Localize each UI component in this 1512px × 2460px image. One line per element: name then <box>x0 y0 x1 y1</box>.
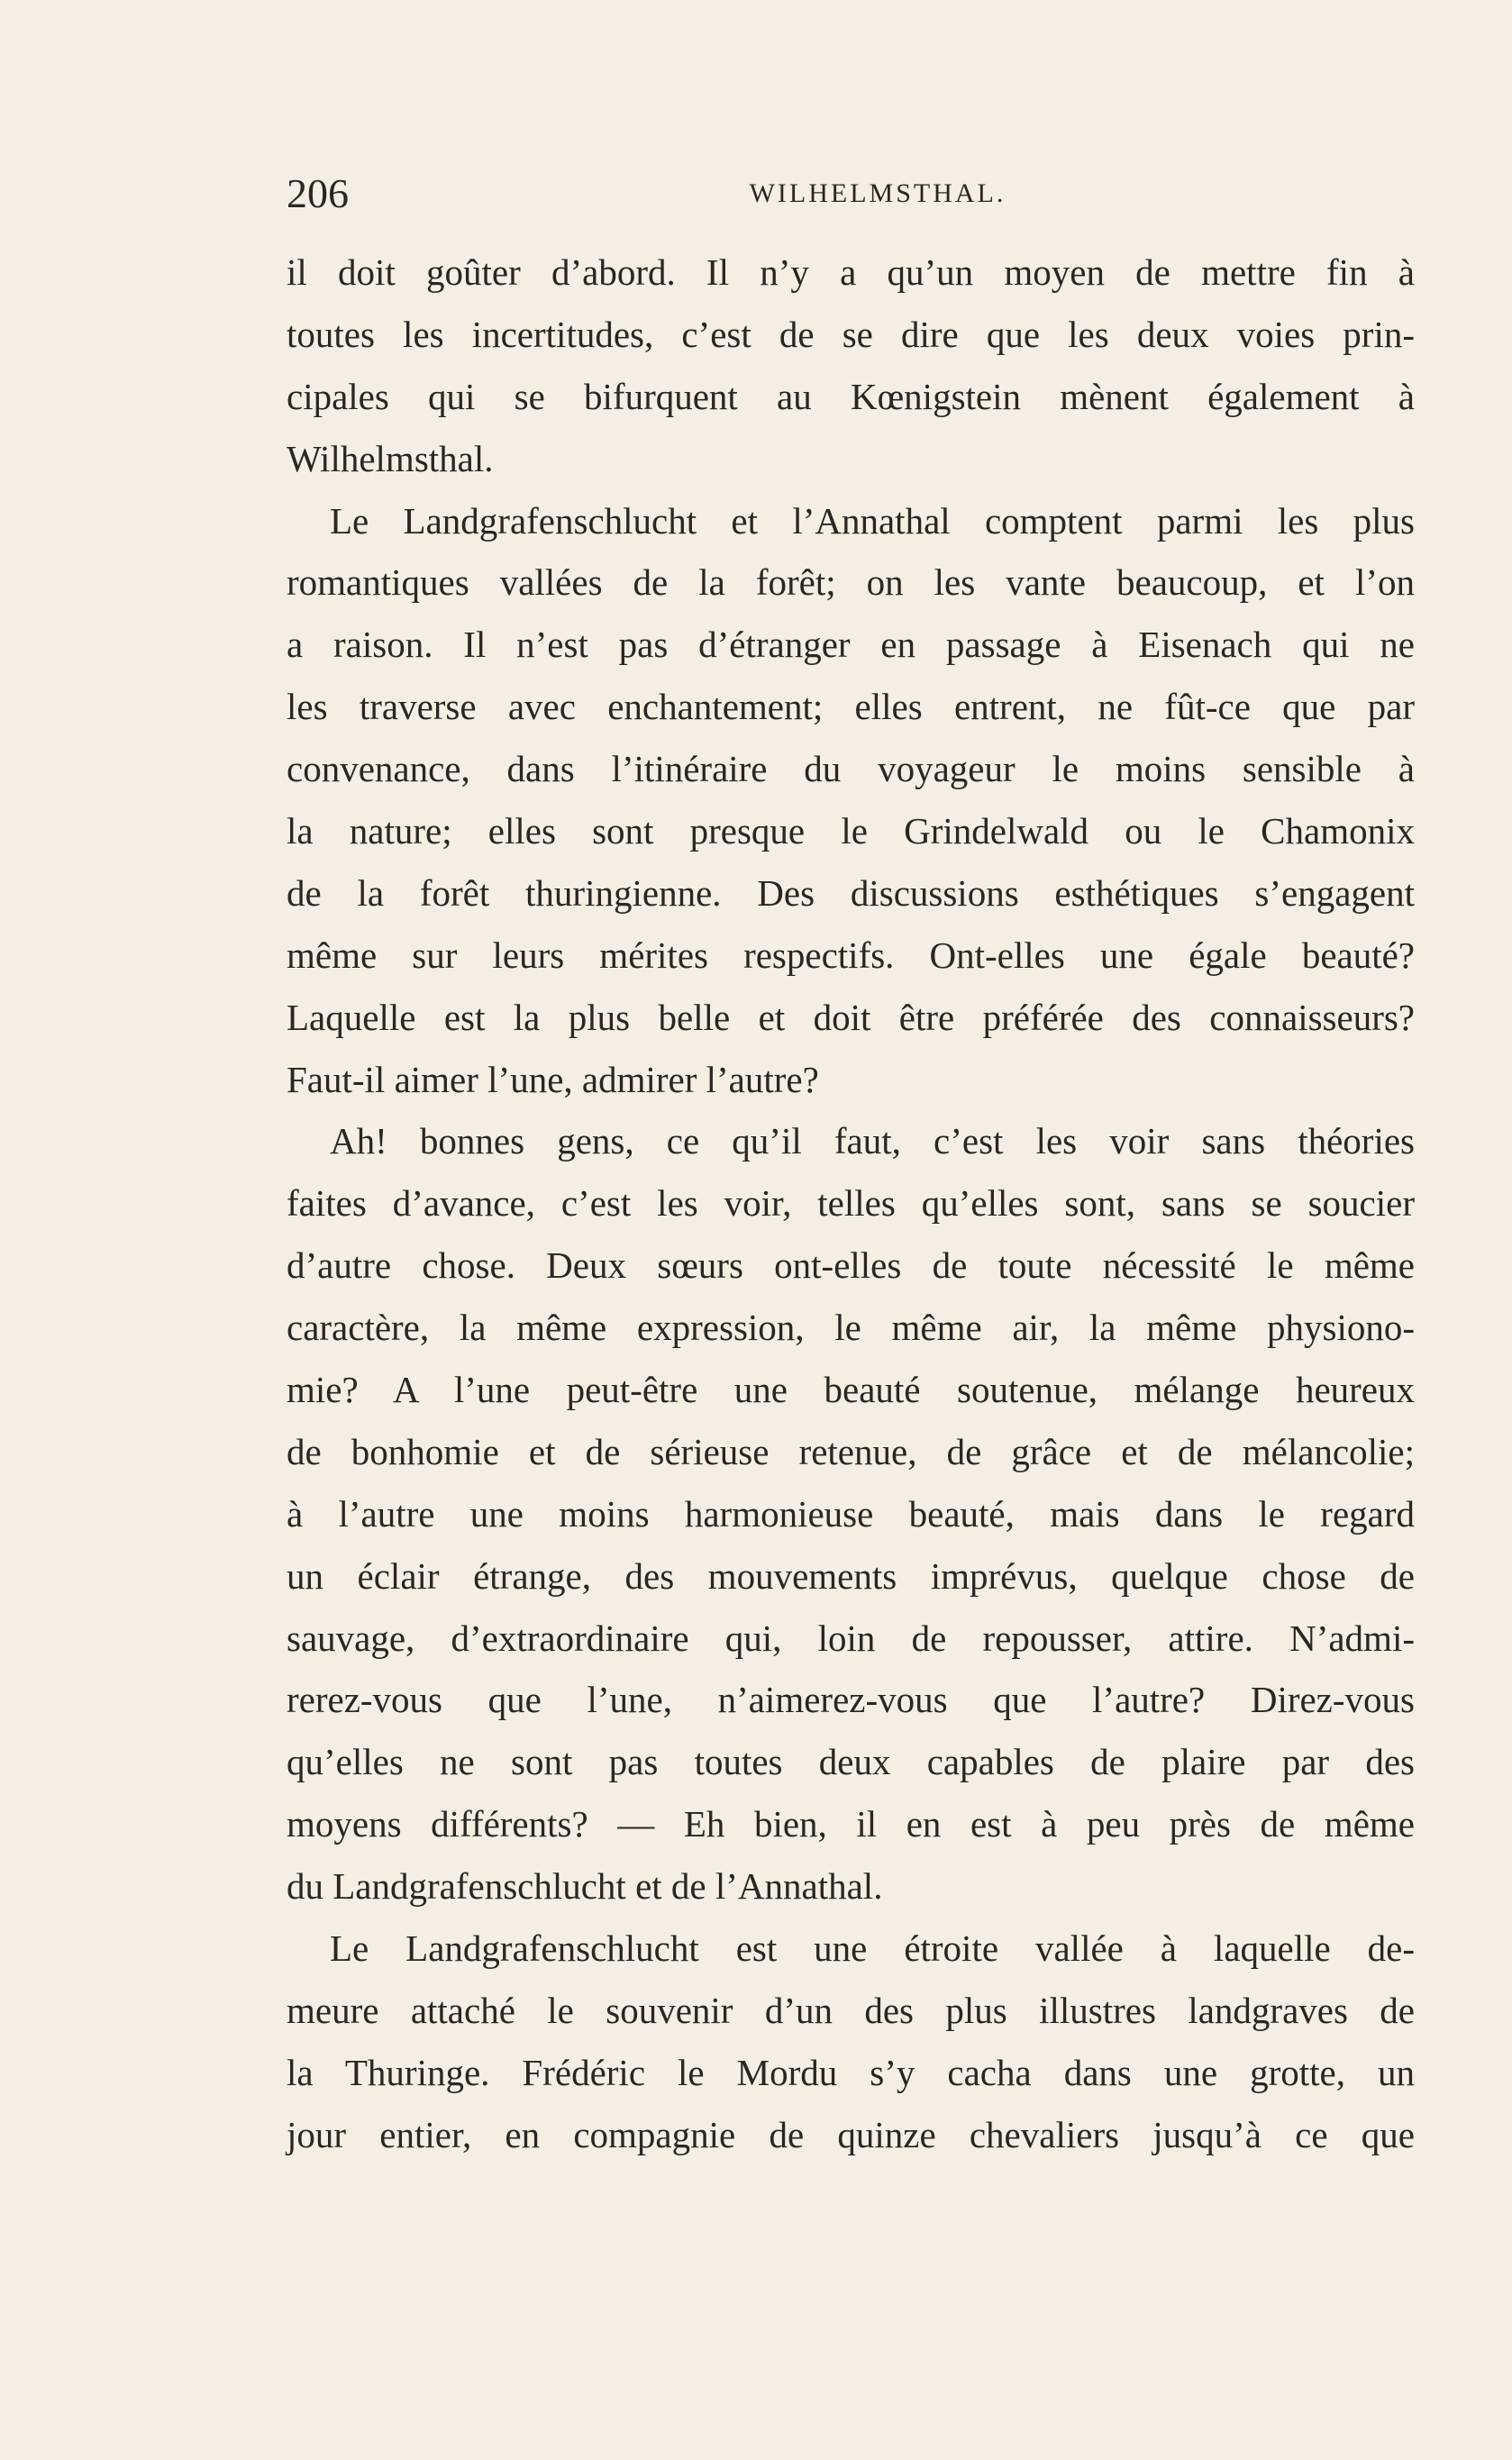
page-number: 206 <box>287 170 349 216</box>
text-line: faites d’avance, c’est les voir, telles qu’elles sont, sans se soucier <box>287 1182 1415 1225</box>
text-line: sauvage, d’extraordinaire qui, loin de repousser, attire. N’admi- <box>287 1617 1415 1659</box>
text-line: il doit goûter d’abord. Il n’y a qu’un moyen de mettre fin à <box>287 251 1415 293</box>
text-line: a raison. Il n’est pas d’étranger en passage à Eisenach qui ne <box>287 624 1415 666</box>
running-title: WILHELMSTHAL. <box>749 178 1006 208</box>
running-head <box>287 162 1415 225</box>
text-line: Le Landgrafenschlucht et l’Annathal comptent parmi les plus <box>330 499 1415 542</box>
text-line: toutes les incertitudes, c’est de se dire que les deux voies prin- <box>287 313 1415 355</box>
text-line: de bonhomie et de sérieuse retenue, de grâce et de mélancolie; <box>287 1430 1415 1472</box>
text-line: moyens différents? — Eh bien, il en est à peu près de même <box>287 1803 1415 1845</box>
text-line: convenance, dans l’itinéraire du voyageur le moins sensible à <box>287 748 1415 790</box>
text-line: cipales qui se bifurquent au Kœnigstein mènent également à <box>287 375 1415 417</box>
text-line: à l’autre une moins harmonieuse beauté, mais dans le regard <box>287 1492 1415 1535</box>
text-line: un éclair étrange, des mouvements imprévus, quelque chose de <box>287 1554 1415 1597</box>
text-line: caractère, la même expression, le même air, la même physiono- <box>287 1307 1415 1349</box>
text-line: la Thuringe. Frédéric le Mordu s’y cacha dans une grotte, un <box>287 2051 1415 2093</box>
text-line: les traverse avec enchantement; elles entrent, ne fût-ce que par <box>287 686 1415 728</box>
text-line: Wilhelmsthal. <box>287 437 494 479</box>
text-line: Faut-il aimer l’une, admirer l’autre? <box>287 1058 819 1100</box>
text-line: meure attaché le souvenir d’un des plus illustres landgraves de <box>287 1989 1415 2031</box>
text-line: d’autre chose. Deux sœurs ont-elles de toute nécessité le même <box>287 1244 1415 1287</box>
text-line: du Landgrafenschlucht et de l’Annathal. <box>287 1865 883 1908</box>
text-line: rerez-vous que l’une, n’aimerez-vous que l’autre? Direz-vous <box>287 1679 1415 1721</box>
text-line: même sur leurs mérites respectifs. Ont-elles une égale beauté? <box>287 934 1415 976</box>
text-line: Ah! bonnes gens, ce qu’il faut, c’est les voir sans théories <box>330 1120 1415 1162</box>
text-line: romantiques vallées de la forêt; on les vante beaucoup, et l’on <box>287 561 1415 604</box>
text-line: mie? A l’une peut-être une beauté soutenue, mélange heureux <box>287 1369 1415 1411</box>
text-line: la nature; elles sont presque le Grindelwald ou le Chamonix <box>287 810 1415 852</box>
text-line: jour entier, en compagnie de quinze chevaliers jusqu’à ce que <box>287 2113 1415 2155</box>
text-line: de la forêt thuringienne. Des discussions esthétiques s’engagent <box>287 871 1415 914</box>
text-line: qu’elles ne sont pas toutes deux capables de plaire par des <box>287 1741 1415 1783</box>
text-line: Laquelle est la plus belle et doit être préférée des connaisseurs? <box>287 996 1415 1038</box>
body-text <box>287 241 1415 2166</box>
text-line: Le Landgrafenschlucht est une étroite vallée à laquelle de- <box>330 1927 1415 1970</box>
